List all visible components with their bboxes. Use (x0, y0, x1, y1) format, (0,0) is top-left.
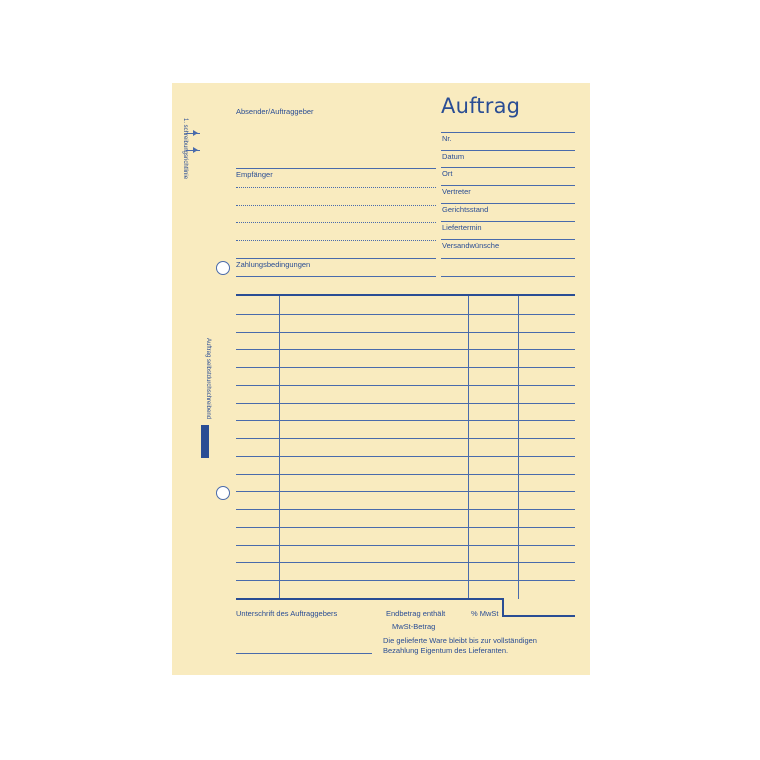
nr-label: Nr. (442, 134, 452, 143)
table-row-line (236, 545, 575, 546)
mwst-percent-label: % MwSt (471, 609, 499, 618)
datum-line (441, 150, 575, 151)
table-column-divider (279, 296, 280, 599)
payment-terms-label: Zahlungsbedingungen (236, 260, 311, 269)
versandwuensche-label: Versandwünsche (442, 241, 500, 250)
ort-line (441, 167, 575, 168)
versandwuensche-line (441, 239, 575, 240)
recipient-line-4[interactable] (236, 240, 436, 241)
vertreter-label: Vertreter (442, 187, 471, 196)
table-column-divider (468, 296, 469, 599)
table-top-border (236, 294, 575, 296)
mwst-amount-label: MwSt-Betrag (392, 622, 436, 631)
margin-side-text: Auftrag selbstdurchschreibend (205, 338, 211, 420)
table-row-line (236, 474, 575, 475)
table-row-line (236, 349, 575, 350)
ort-label: Ort (442, 169, 453, 178)
recipient-label: Empfänger (236, 170, 273, 179)
table-column-divider (518, 296, 519, 599)
fold-mark-line (186, 150, 200, 151)
total-box-bottom (502, 615, 575, 617)
punch-hole-icon (216, 261, 230, 275)
fold-mark-line (186, 133, 200, 134)
signature-line[interactable] (236, 653, 372, 654)
table-row-line (236, 367, 575, 368)
versandwuensche-fill-line[interactable] (441, 258, 575, 259)
ownership-note-line-1: Die gelieferte Ware bleibt bis zur vollständigen (383, 636, 537, 645)
gerichtsstand-label: Gerichtsstand (442, 205, 489, 214)
punch-hole-icon (216, 486, 230, 500)
sender-divider (236, 168, 436, 169)
ownership-note-line-2: Bezahlung Eigentum des Lieferanten. (383, 646, 509, 655)
versandwuensche-fill-line-2[interactable] (441, 276, 575, 277)
endbetrag-label: Endbetrag enthält (386, 609, 446, 618)
sender-label: Absender/Auftraggeber (236, 107, 314, 116)
table-row-line (236, 509, 575, 510)
table-row-line (236, 491, 575, 492)
form-title: Auftrag (441, 94, 521, 118)
table-row-line (236, 332, 575, 333)
recipient-line-3[interactable] (236, 222, 436, 223)
payment-terms-line[interactable] (236, 276, 436, 277)
recipient-divider (236, 258, 436, 259)
margin-top-text: 1. schreibungsrichtlinie (182, 118, 188, 180)
nr-line (441, 132, 575, 133)
vertreter-line (441, 185, 575, 186)
table-row-line (236, 403, 575, 404)
table-row-line (236, 385, 575, 386)
table-row-line (236, 314, 575, 315)
order-form-sheet (172, 83, 590, 675)
table-bottom-border (236, 598, 502, 600)
signature-label: Unterschrift des Auftraggebers (236, 609, 338, 618)
table-row-line (236, 527, 575, 528)
table-row-line (236, 580, 575, 581)
table-row-line (236, 420, 575, 421)
liefertermin-line (441, 221, 575, 222)
recipient-line-1[interactable] (236, 187, 436, 188)
table-row-line (236, 562, 575, 563)
datum-label: Datum (442, 152, 465, 161)
recipient-line-2[interactable] (236, 205, 436, 206)
table-row-line (236, 438, 575, 439)
table-row-line (236, 456, 575, 457)
gerichtsstand-line (441, 203, 575, 204)
brand-logo (201, 425, 209, 458)
liefertermin-label: Liefertermin (442, 223, 482, 232)
